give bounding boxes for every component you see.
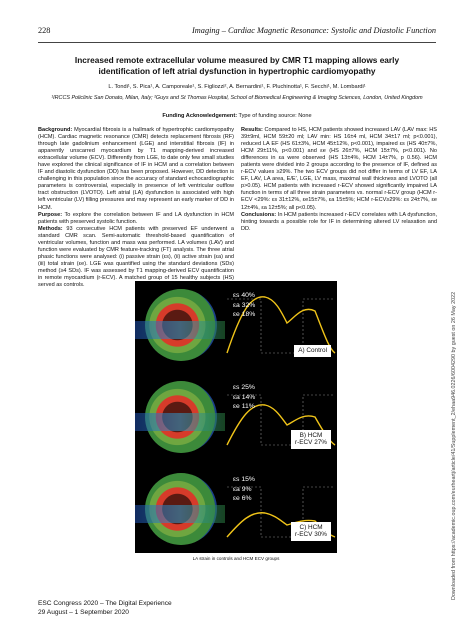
strain-value: εs 15% <box>233 476 255 483</box>
header-rule <box>38 42 436 43</box>
results-paragraph <box>241 127 437 212</box>
running-title: Imaging – Cardiac Magnetic Resonance: Systolic and Diastolic Function <box>192 26 436 35</box>
strain-plot-hcm-30 <box>225 465 337 551</box>
strain-value: εs 25% <box>233 384 255 391</box>
strain-values-hcm-27 <box>233 383 255 412</box>
author-list: L. Tondi¹, S. Pica¹, A. Camporeale¹, S. Figliozzi², A. Bernardini¹, F. Pluchinotta¹, F. Secchi¹, M. Lombardi¹ <box>108 84 366 90</box>
download-notice: Downloaded from https://academic.oup.com/eurheartj/article/41/Supplement_2/ehaa946.0226/6004290 by guest on 26 May 2022 <box>451 291 457 600</box>
panel-label-line: r-ECV 27% <box>295 439 327 447</box>
article-title: Increased remote extracellular volume measured by CMR T1 mapping allows early identification of left atrial dysfunction in hypertrophic cardiomyopathy <box>74 55 400 76</box>
strain-figure <box>135 281 337 553</box>
mri-image-hcm-27 <box>135 373 225 459</box>
purpose-text: To explore the correlation between IF and LA dysfunction in HCM patients with preserved systolic function. <box>38 211 234 225</box>
download-sidebar <box>447 100 459 600</box>
strain-value: εa 9% <box>233 485 252 493</box>
strain-values-hcm-30 <box>233 475 255 504</box>
purpose-label: Purpose: <box>38 211 63 218</box>
panel-label-line: A) Control <box>298 347 327 355</box>
conclusions-label: Conclusions: <box>241 211 277 218</box>
left-column <box>38 127 234 289</box>
funding-text: Type of funding source: None <box>238 113 312 119</box>
page-header <box>38 26 436 40</box>
strain-value: εa 14% <box>233 393 256 401</box>
panel-label-line: B) HCM <box>299 431 323 439</box>
strain-values-control <box>233 291 255 320</box>
conclusions-paragraph <box>241 212 437 233</box>
mri-image-hcm-30 <box>135 465 225 551</box>
strain-value: εe 11% <box>233 403 255 410</box>
funding-acknowledgement <box>50 113 424 119</box>
panel-label-hcm-27 <box>291 430 331 449</box>
background-label: Background: <box>38 127 73 133</box>
strain-value: εe 6% <box>233 495 252 502</box>
panel-label-line: r-ECV 30% <box>295 531 327 539</box>
strain-plot-control <box>225 281 337 367</box>
conclusions-text: In HCM patients increased r-ECV correlates with LA dysfunction, hinting towards a possible role for IF in determining altered LV relaxation and DD. <box>241 211 437 232</box>
panel-label-line: C) HCM <box>299 523 323 531</box>
mri-image-control <box>135 281 225 367</box>
footer-line: ESC Congress 2020 – The Digital Experience <box>38 600 172 607</box>
results-text: Compared to HS, HCM patients showed increased LAV (LAV max: HS 39±9ml, HCM 59±20 ml; LAV min: HS 16±4 ml, HCM 34±17 ml; p<0.001), reduced LA EF (HS 61±3%, HCM 45±12%, p<0.001), impaired εs (HS 40±7%, HCM 29±11%, p<0.001) and εe (HS 26±7%, HCM 15±7%, p<0.001). No differences in εa were observed (HS 13±4%, HCM 14±7%, p 0.56). HCM patients were divided into 2 groups according to the presence of IF, defined as r-ECV values ≥29%. The two ECV groups did not differ in terms of LV EF, LA EF, LAV, LA area, E/E′, LGE, LV mass, maximal wall thickness and LVOTO (all p>0.05). HCM patients with increased r-ECV showed significantly impaired LA function in terms of all three strain parameters vs. normal r-ECV group (HCM r-ECV <29%: εs 31±12%, εe15±7%, εa 15±5%; HCM r-ECV≥29%: εs 24±7%, εe 12±4%, εa 12±5%; all p<0.05). <box>241 127 437 211</box>
panel-label-hcm-30 <box>291 522 331 541</box>
background-text: Myocardial fibrosis is a hallmark of hypertrophic cardiomyopathy (HCM). Cardiac magnetic resonance (CMR) detects replacement fibrosis (RF) through late gadolinium enhancement (LGE) and interstitial fibrosis (IF) in apparently unscarred myocardium by T1 mapping-derived increased extracellular volume (ECV). Differently from LGE, to date only few small studies have explored the clinical significance of IF in HCM and a correlation between IF and diastolic dysfunction (DD) has been proposed. However, DD detection is challenging in this population since the accuracy of standard echocardiographic parameters is controversial, especially in presence of left ventricular outflow tract obstruction (LVOTO). Left atrial (LA) dysfunction is associated with high left ventricular (LV) filling pressures and may represent an early marker of DD in HCM. <box>38 127 234 211</box>
page-number: 228 <box>38 26 51 35</box>
page-footer <box>38 600 172 617</box>
funding-label: Funding Acknowledgement: <box>162 113 238 119</box>
methods-paragraph <box>38 226 234 289</box>
right-column <box>241 127 437 233</box>
results-label: Results: <box>241 127 263 133</box>
strain-value: εs 40% <box>233 292 255 299</box>
strain-plot-hcm-27 <box>225 373 337 459</box>
strain-value: εa 32% <box>233 301 256 309</box>
figure-caption: LA strain in controls and HCM ECV groups <box>192 556 280 561</box>
panel-label-control <box>294 345 331 357</box>
affiliations: ¹IRCCS Policlinic San Donato, Milan, Italy; ²Guys and St Thomas Hospital, School of Biomedical Engineering & Imaging Sciences, London, United Kingdom <box>51 95 423 101</box>
strain-value: εe 18% <box>233 311 256 318</box>
purpose-paragraph <box>38 212 234 226</box>
footer-line: 29 August – 1 September 2020 <box>38 608 129 616</box>
background-paragraph <box>38 127 234 212</box>
methods-label: Methods: <box>38 225 63 232</box>
methods-text: 93 consecutive HCM patients with preserved EF underwent a standard CMR scan. Semi-automatic threshold-based quantification of ventricular volumes, function and mass was performed. LA volumes (LAV) and function were evaluated by CMR feature-tracking (FT) analysis. The three atrial phasic functions were analysed: (i) passive strain (εs), (ii) active strain (εa) and (iii) total strain (εe). LGE was quantified using the standard deviations (SDs) method (≥4 SDs). IF was assessed by T1 mapping-derived ECV quantification in remote myocardium (r-ECV). A matched group of 15 healthy subjects (HS) served as controls. <box>38 225 234 289</box>
